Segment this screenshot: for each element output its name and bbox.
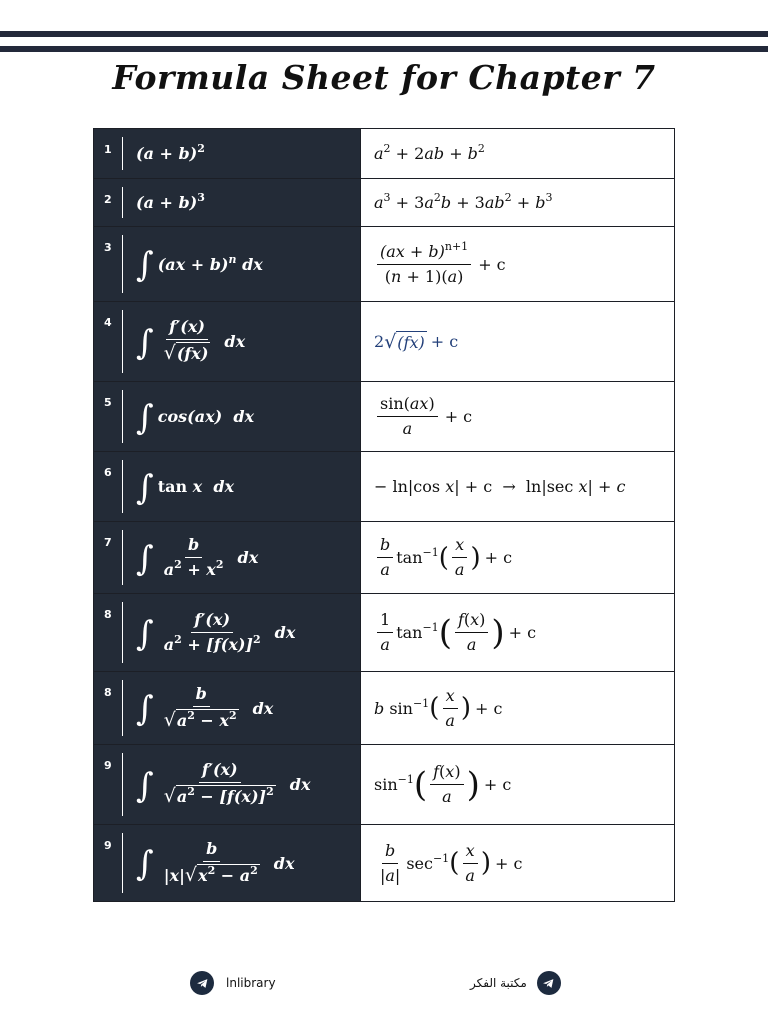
row-number: 8 xyxy=(104,608,112,621)
formula-expression: $(a + b)^3$ xyxy=(136,191,205,212)
row-number: 6 xyxy=(104,466,112,479)
formula-left-cell xyxy=(94,672,361,745)
formula-right-cell: $\frac{b}{a}$ $\tan^{-1}$ ( $\frac{x}{a}$ ) + c xyxy=(361,522,675,594)
row-divider xyxy=(122,530,123,585)
formula-right-cell: b $\sin^{-1}$ ( $\frac{x}{a}$ ) + c xyxy=(361,672,675,745)
formula-left-cell xyxy=(94,382,361,452)
formula-right-cell: $a^3 + 3a^2b + 3ab^2 + b^3$ xyxy=(361,179,675,227)
telegram-icon[interactable] xyxy=(537,971,561,995)
formula-right-cell: $\frac{\sin(ax)}{a}$ + c xyxy=(361,382,675,452)
formula-expression: ∫ $\frac{b}{|x|√x^2 - a^2}$ dx xyxy=(136,838,295,886)
formula-left-cell xyxy=(94,522,361,594)
table-row xyxy=(94,452,675,522)
formula-right-cell: $\frac{1}{a}$ $\tan^{-1}$ ( $\frac{f(x)}{a}$ ) + c xyxy=(361,594,675,672)
table-row xyxy=(94,227,675,302)
formula-expression: ∫ (ax + b)$^n$ dx xyxy=(136,245,263,285)
row-number: 9 xyxy=(104,759,112,772)
formula-expression: ∫ $\frac{b}{√a^2 - x^2}$ dx xyxy=(136,683,274,731)
formula-right-cell: $\sin^{-1}$ ( $\frac{f(x)}{a}$ ) + c xyxy=(361,745,675,825)
row-number: 3 xyxy=(104,241,112,254)
formula-table xyxy=(93,128,675,902)
row-number: 2 xyxy=(104,193,112,206)
header-stripe-top xyxy=(0,31,768,37)
table-row xyxy=(94,129,675,179)
row-divider xyxy=(122,235,123,293)
row-divider xyxy=(122,460,123,513)
row-number: 8 xyxy=(104,686,112,699)
formula-left-cell xyxy=(94,825,361,902)
formula-left-cell xyxy=(94,452,361,522)
telegram-icon[interactable] xyxy=(190,971,214,995)
formula-right-cell: 2 √(fx) + c xyxy=(361,302,675,382)
formula-left-cell xyxy=(94,594,361,672)
row-number: 9 xyxy=(104,839,112,852)
formula-left-cell xyxy=(94,745,361,825)
formula-expression: $(a + b)^2$ xyxy=(136,142,205,163)
row-divider xyxy=(122,602,123,663)
row-divider xyxy=(122,310,123,373)
header-stripe-bottom xyxy=(0,46,768,52)
formula-left-cell xyxy=(94,227,361,302)
row-divider xyxy=(122,753,123,816)
formula-left-cell xyxy=(94,129,361,179)
page-title: Formula Sheet for Chapter 7 xyxy=(112,58,656,97)
row-divider xyxy=(122,833,123,893)
formula-expression: ∫ $\frac{f'(x)}{√a^2 - [f(x)]^2}$ dx xyxy=(136,760,311,808)
formula-right-cell: − ln|cos x| + c → ln|sec x| + c xyxy=(361,452,675,522)
table-row xyxy=(94,594,675,672)
footer-left-branding xyxy=(190,971,276,995)
table-row xyxy=(94,825,675,902)
row-number: 7 xyxy=(104,536,112,549)
table-row xyxy=(94,672,675,745)
row-divider xyxy=(122,137,123,170)
formula-expression: ∫ cos(ax) dx xyxy=(136,397,255,438)
footer-right-label: مكتبة الفكر xyxy=(470,976,527,990)
footer-right-branding xyxy=(470,971,561,995)
formula-expression: ∫ $\frac{f'(x)}{a^2 + [f(x)]^2}$ dx xyxy=(136,610,296,654)
row-divider xyxy=(122,390,123,443)
table-row xyxy=(94,382,675,452)
row-number: 4 xyxy=(104,316,112,329)
row-number: 1 xyxy=(104,143,112,156)
footer-left-label: lnlibrary xyxy=(226,976,276,990)
row-number: 5 xyxy=(104,396,112,409)
formula-right-cell: $\frac{b}{|a|}$ $\sec^{-1}$ ( $\frac{x}{a}$ ) + c xyxy=(361,825,675,902)
table-row xyxy=(94,179,675,227)
formula-right-cell: $\frac{(ax + b)^{n+1}}{(n + 1)(a)}$ + c xyxy=(361,227,675,302)
formula-left-cell xyxy=(94,302,361,382)
formula-left-cell xyxy=(94,179,361,227)
row-divider xyxy=(122,680,123,736)
formula-expression: ∫ $\frac{f'(x)}{√(fx)}$ dx xyxy=(136,317,246,365)
table-row xyxy=(94,302,675,382)
formula-right-cell: $a^2 + 2ab + b^2$ xyxy=(361,129,675,179)
formula-expression: ∫ $\frac{b}{a^2 + x^2}$ dx xyxy=(136,535,259,579)
table-row xyxy=(94,522,675,594)
formula-expression: ∫ tan x dx xyxy=(136,467,235,508)
table-row xyxy=(94,745,675,825)
row-divider xyxy=(122,187,123,218)
